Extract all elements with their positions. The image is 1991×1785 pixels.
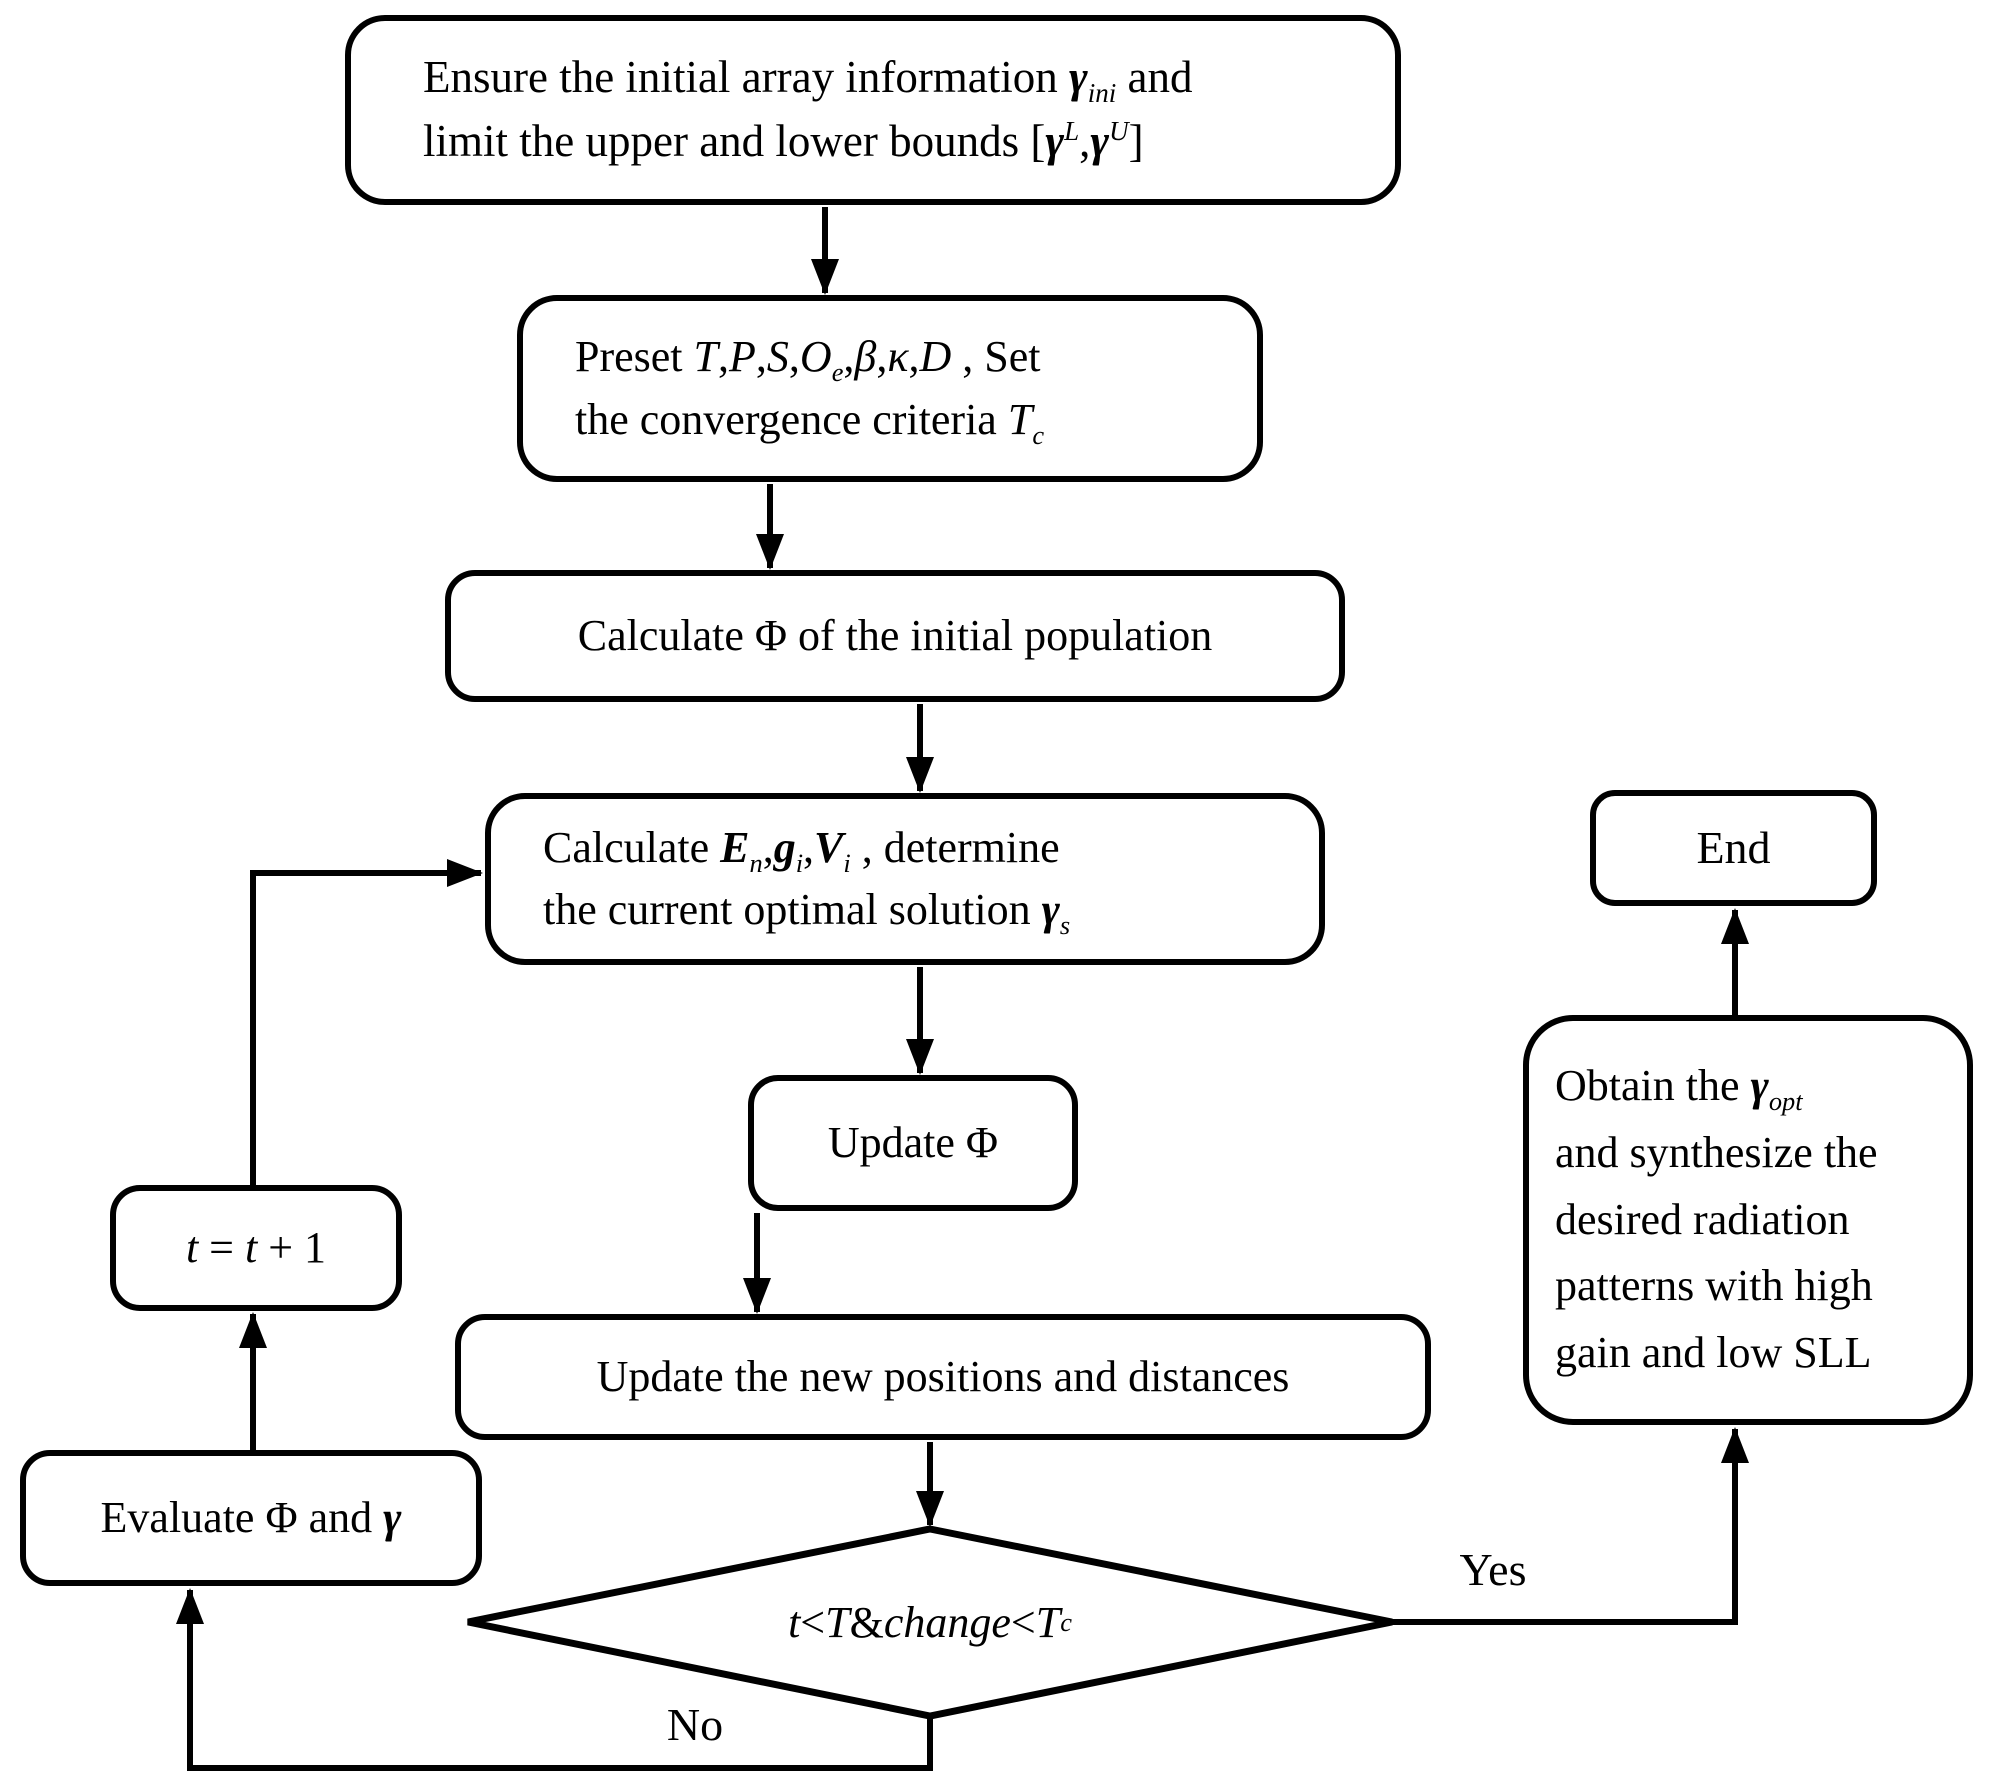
node-text-line: the convergence criteria $T_c$ — [575, 394, 1045, 450]
flow-node-end — [1590, 790, 1877, 906]
node-text-line: t = t + 1 — [185, 1222, 327, 1272]
node-text-line: Obtain the $\gamma_{opt}$ — [1555, 1060, 1803, 1116]
edge-label-yes: Yes — [1459, 1544, 1527, 1595]
flow-node-obtain-result — [1523, 1015, 1973, 1425]
node-text-line: Ensure the initial array information $\gamma_{ini}$ and — [423, 52, 1193, 109]
node-text-line: desired radiation — [1555, 1194, 1850, 1244]
flow-node-preset-parameters — [517, 295, 1263, 482]
node-text-line: gain and low SLL — [1555, 1328, 1872, 1378]
flow-node-update-phi — [748, 1075, 1078, 1211]
node-text-line: and synthesize the — [1555, 1127, 1878, 1177]
node-text-line: Evaluate Φ and γ — [100, 1492, 402, 1542]
flow-node-evaluate — [20, 1450, 482, 1586]
node-text-line: Update the new positions and distances — [596, 1351, 1290, 1401]
node-text-line: Update Φ — [827, 1117, 999, 1167]
edge-label-no: No — [666, 1699, 724, 1750]
flow-node-ensure-initial-array — [345, 15, 1401, 205]
flow-node-update-positions — [455, 1314, 1431, 1440]
node-text-line: the current optimal solution $\gamma_s$ — [543, 885, 1071, 940]
edge-increment-to-calcenv — [253, 873, 481, 1185]
node-text-line: limit the upper and lower bounds $[\gamma^L,\gamma^U]$ — [423, 116, 1144, 166]
decision-condition-text: t < T & change < T c — [788, 1597, 1072, 1647]
flow-node-calculate-env — [485, 793, 1325, 965]
node-text-line: End — [1696, 822, 1771, 874]
flow-node-increment-t — [110, 1185, 402, 1311]
node-text-line: Calculate $E_n,g_i,V_i$ , determine — [543, 822, 1060, 878]
flow-node-calculate-phi — [445, 570, 1345, 702]
node-text-line: patterns with high — [1555, 1261, 1873, 1311]
node-text-line: Preset $T,P,S,O_e,\beta,\kappa,D$ , Set — [575, 332, 1041, 387]
node-text-line: Calculate Φ of the initial population — [577, 610, 1213, 660]
